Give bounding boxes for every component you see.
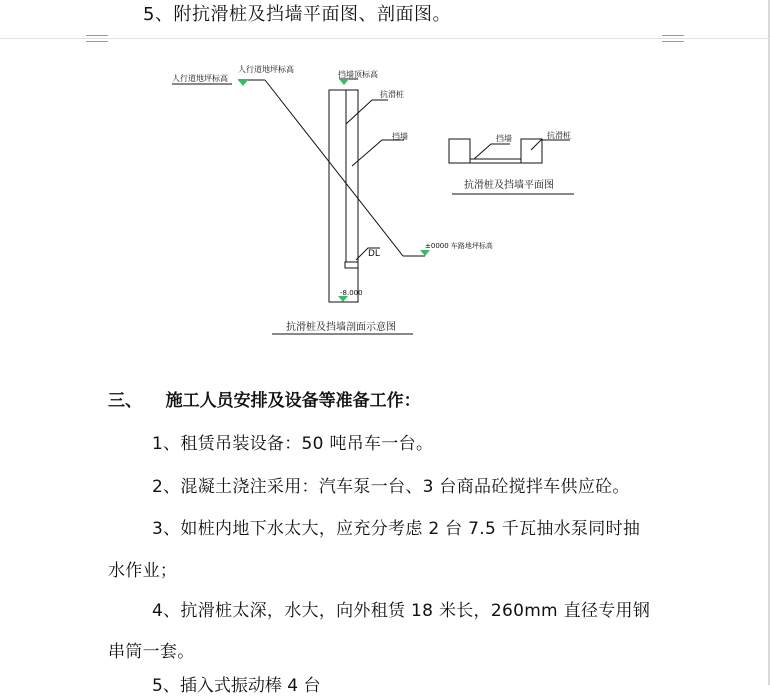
plan-pile-left [449,139,470,163]
paragraph-1: 1、租赁吊装设备：50 吨吊车一台。 [152,434,434,454]
pile-leader [346,100,388,124]
label-bottom-level: -8.000 [340,289,363,297]
plan-caption: 抗滑桩及挡墙平面图 [464,180,554,191]
dl-box [345,262,358,268]
plan-label-pile: 抗滑桩 [547,131,571,140]
label-road-ground: ±0000 车路地坪标高 [425,242,493,250]
road-level-marker [420,250,430,256]
label-dl: DL [368,249,380,259]
label-sidewalk-ground: 人行道地坪标高 [172,74,228,83]
wall-leader [352,140,404,166]
paragraph-4-line-2: 串筒一套。 [108,642,195,662]
label-wall-top: 挡墙顶标高 [338,70,378,79]
item-5-heading: 5、附抗滑桩及挡墙平面图、剖面图。 [143,4,451,25]
plan-label-wall: 挡墙 [496,134,512,143]
paragraph-4-line-1: 4、抗滑桩太深，水大，向外租赁 18 米长，260mm 直径专用钢 [152,601,651,621]
section-3-title: 三、 施工人员安排及设备等准备工作： [108,391,421,411]
pile-outline [329,90,358,302]
label-wall: 挡墙 [392,132,408,141]
slope-line [265,80,403,256]
plan-wall-leader [474,144,510,159]
section-caption: 抗滑桩及挡墙剖面示意图 [286,322,396,333]
paragraph-3-line-2: 水作业； [108,561,178,581]
sidewalk-level-marker [238,80,248,86]
wall-top-level-marker [339,79,349,85]
label-pile: 抗滑桩 [380,90,404,99]
label-sidewalk-ground-2: 人行道地坪标高 [238,65,294,74]
paragraph-2: 2、混凝土浇注采用：汽车泵一台、3 台商品砼搅拌车供应砼。 [152,477,630,497]
plan-pile-leader [531,140,570,150]
paragraph-5-partial: 5、插入式振动棒 4 台 [152,676,321,696]
level-markers [238,79,430,302]
section-view [172,79,425,334]
paragraph-3-line-1: 3、如桩内地下水太大，应充分考虑 2 台 7.5 千瓦抽水泵同时抽 [152,519,641,539]
